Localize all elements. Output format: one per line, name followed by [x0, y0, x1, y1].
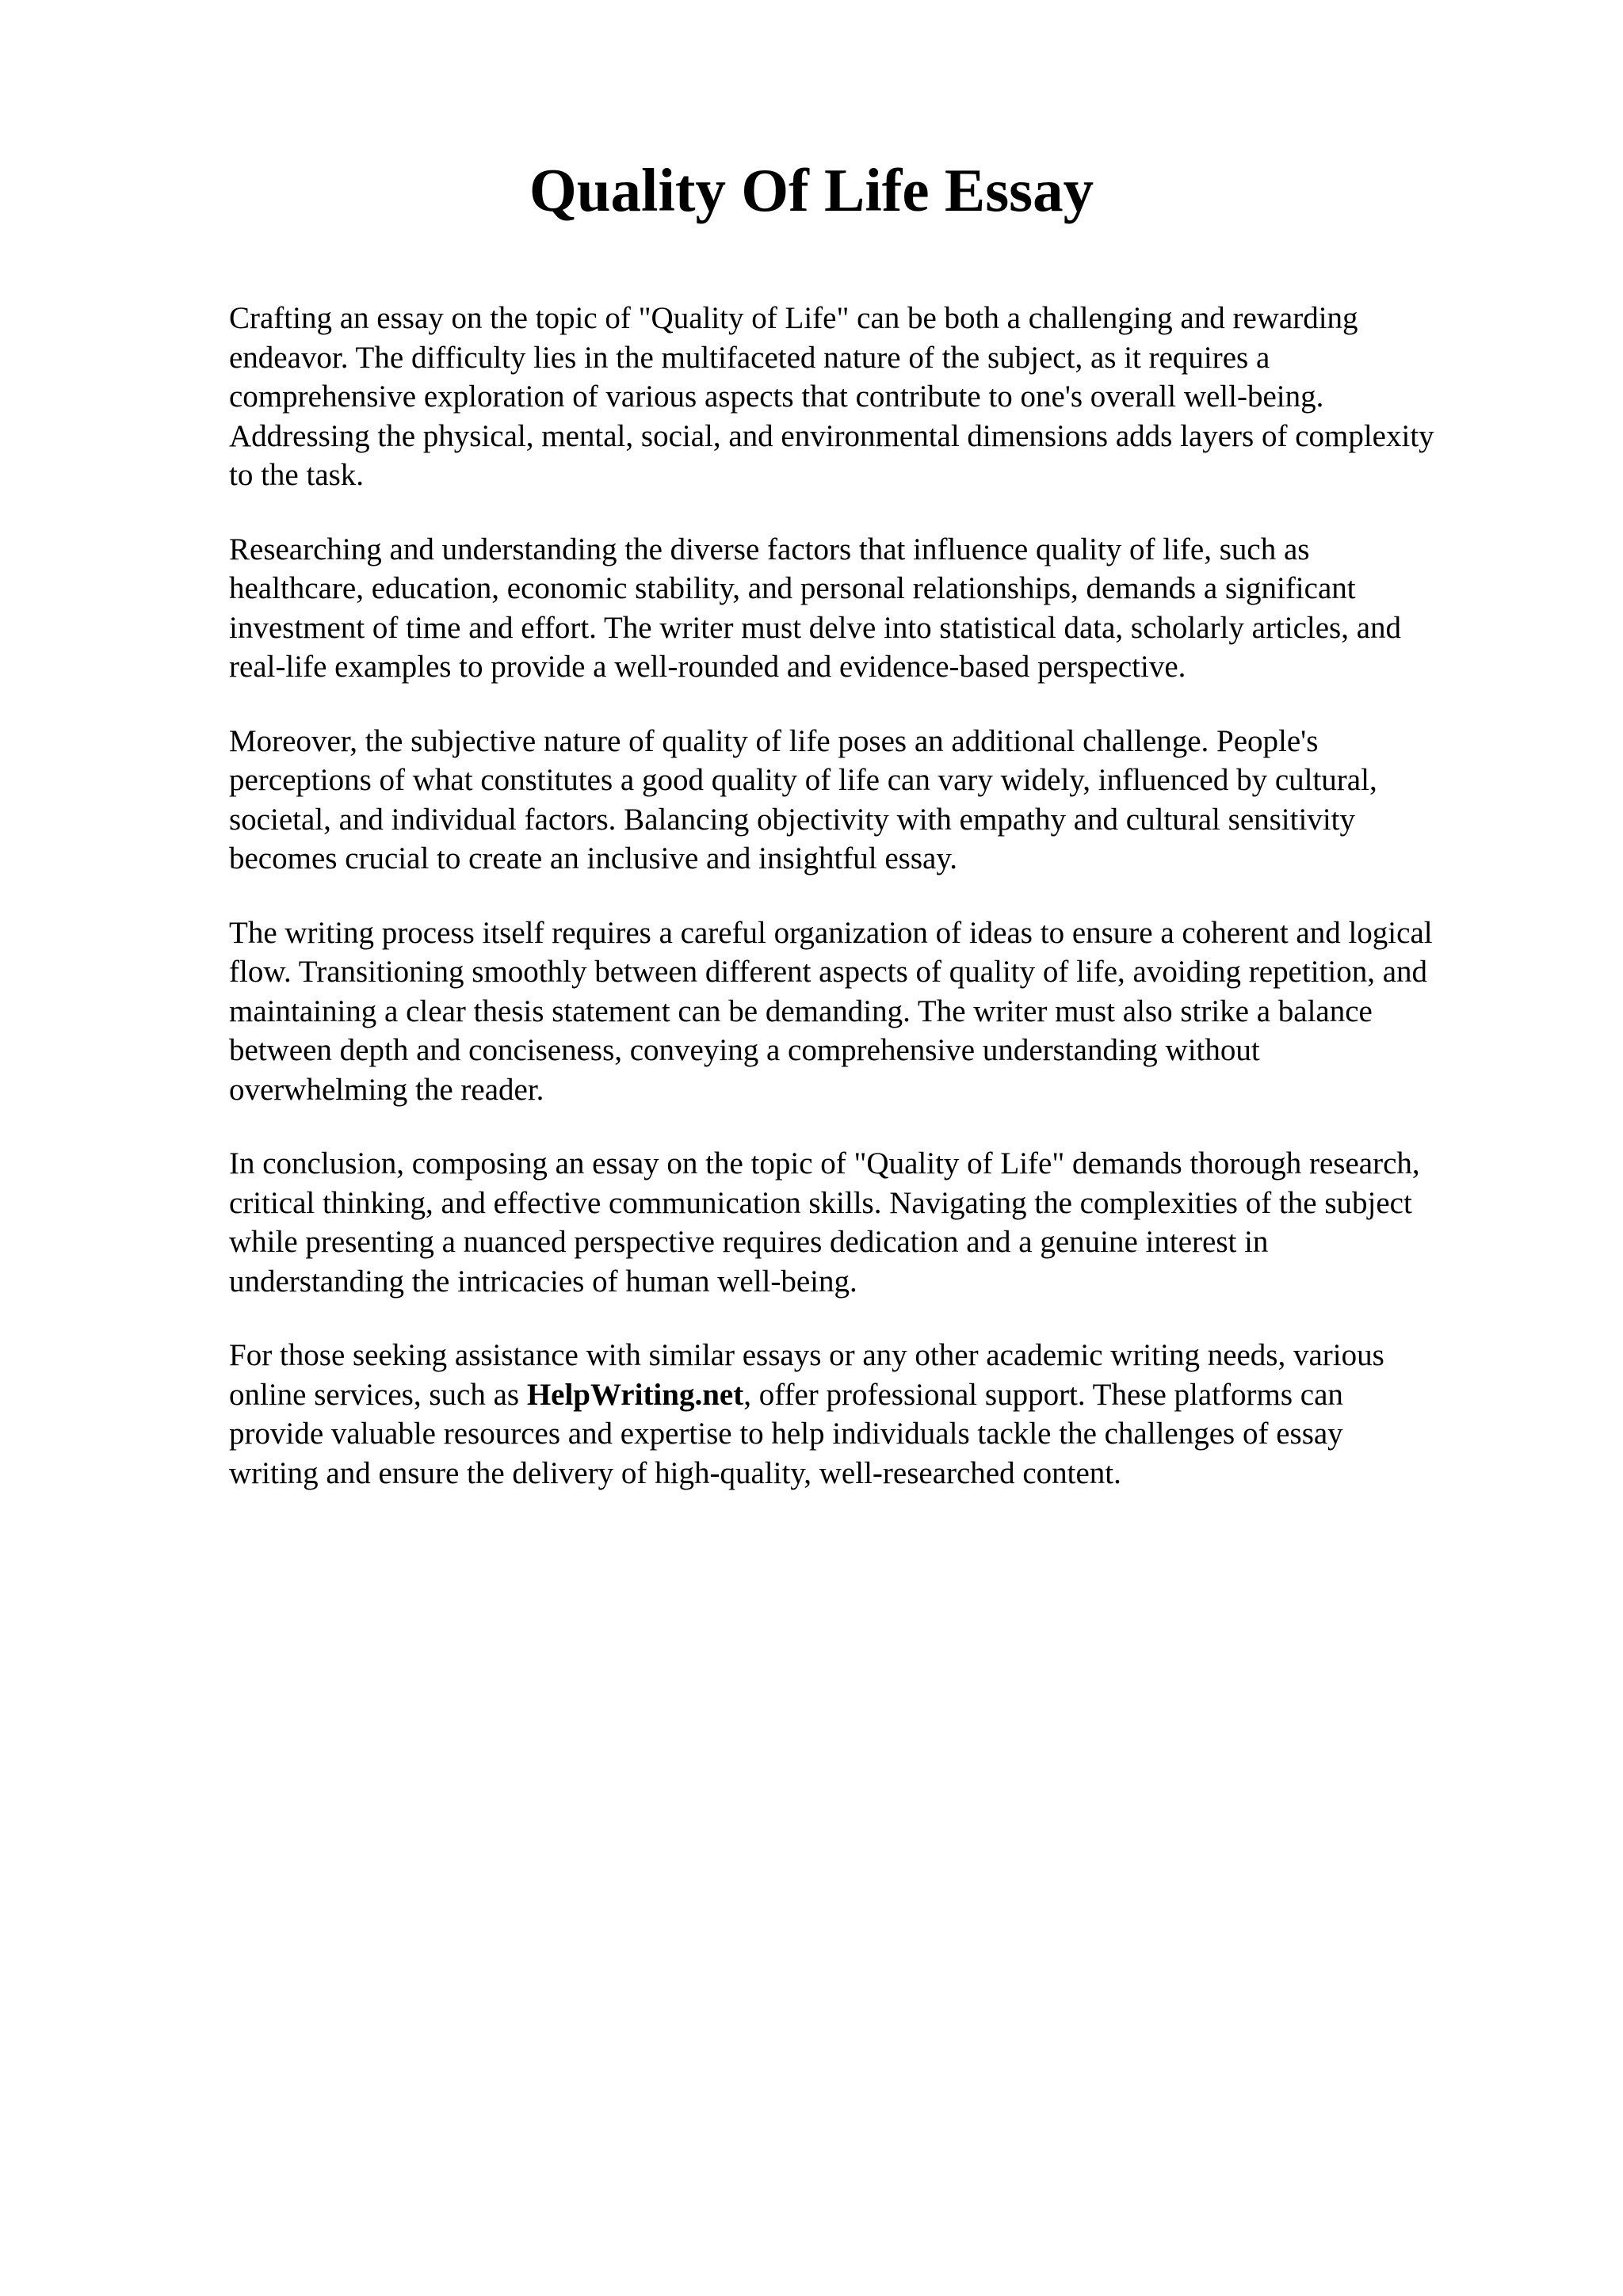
text-line: overwhelming the reader. [229, 1072, 544, 1107]
text-line: The writing process itself requires a careful organization of ideas to ensure a coherent and logical [229, 915, 1433, 950]
text-line: investment of time and effort. The writer must delve into statistical data, scholarly articles, and [229, 610, 1402, 645]
text-line: provide valuable resources and expertise to help individuals tackle the challenges of essay [229, 1417, 1343, 1451]
text-line [229, 1375, 1513, 1415]
essay-body [229, 299, 1513, 1527]
paragraph-3 [229, 722, 1513, 879]
text-line: comprehensive exploration of various aspects that contribute to one's overall well-being. [229, 379, 1324, 414]
text-line: For those seeking assistance with similar essays or any other academic writing needs, various [229, 1338, 1384, 1372]
text-line: Researching and understanding the diverse factors that influence quality of life, such as [229, 532, 1310, 566]
paragraph-6 [229, 1336, 1513, 1493]
text-line: becomes crucial to create an inclusive and insightful essay. [229, 841, 958, 875]
paragraph-5 [229, 1144, 1513, 1301]
text-line: real-life examples to provide a well-rounded and evidence-based perspective. [229, 650, 1186, 684]
helpwriting-link[interactable]: HelpWriting.net [526, 1377, 744, 1412]
text-line: maintaining a clear thesis statement can be demanding. The writer must also strike a balance [229, 994, 1373, 1028]
text-segment: , offer professional support. These platforms can [743, 1377, 1343, 1412]
text-line: while presenting a nuanced perspective requires dedication and a genuine interest in [229, 1225, 1269, 1259]
text-line: between depth and conciseness, conveying a comprehensive understanding without [229, 1033, 1260, 1067]
text-segment: online services, such as [229, 1377, 527, 1412]
text-line: endeavor. The difficulty lies in the multifaceted nature of the subject, as it requires a [229, 340, 1270, 375]
text-line: to the task. [229, 458, 365, 492]
paragraph-4 [229, 913, 1513, 1110]
text-line: healthcare, education, economic stability, and personal relationships, demands a significant [229, 571, 1356, 605]
text-line: writing and ensure the delivery of high-quality, well-researched content. [229, 1455, 1121, 1490]
text-line: Addressing the physical, mental, social, and environmental dimensions adds layers of complexity [229, 418, 1434, 453]
text-line: understanding the intricacies of human well-being. [229, 1264, 857, 1299]
text-line: perceptions of what constitutes a good quality of life can vary widely, influenced by cultural, [229, 763, 1377, 797]
text-line: In conclusion, composing an essay on the topic of "Quality of Life" demands thorough research, [229, 1146, 1420, 1180]
text-line: Moreover, the subjective nature of quality of life poses an additional challenge. People's [229, 723, 1319, 758]
text-line: Crafting an essay on the topic of "Quality of Life" can be both a challenging and rewarding [229, 301, 1358, 335]
paragraph-2 [229, 530, 1513, 687]
paragraph-1 [229, 299, 1513, 495]
text-line: critical thinking, and effective communication skills. Navigating the complexities of the subject [229, 1185, 1412, 1220]
page-title: Quality Of Life Essay [529, 156, 1094, 224]
text-line: flow. Transitioning smoothly between different aspects of quality of life, avoiding repetition, and [229, 955, 1428, 989]
text-line: societal, and individual factors. Balancing objectivity with empathy and cultural sensitivity [229, 802, 1355, 837]
